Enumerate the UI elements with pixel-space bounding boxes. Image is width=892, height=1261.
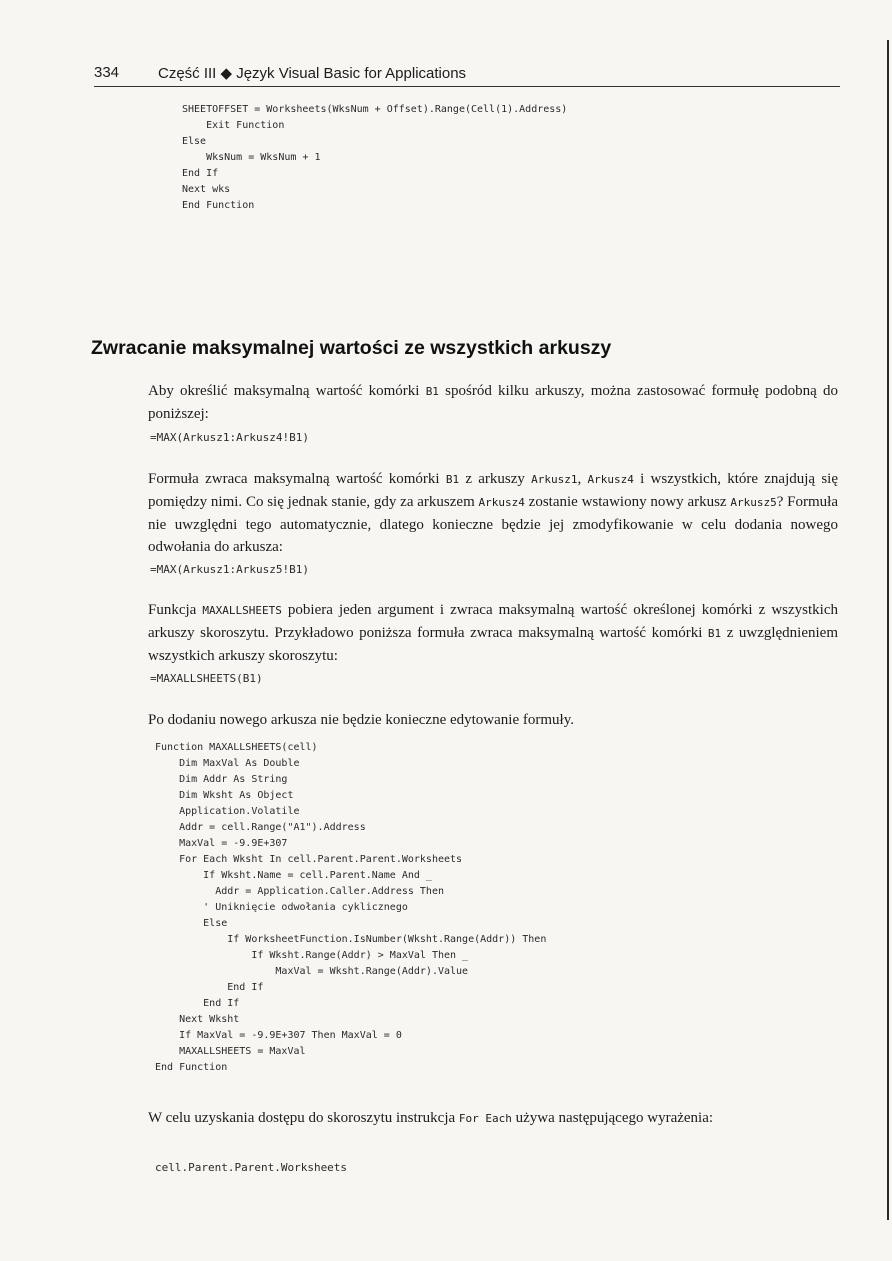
paragraph-4: Po dodaniu nowego arkusza nie będzie konieczne edytowanie formuły. — [148, 712, 574, 728]
running-head: Część III ◆ Język Visual Basic for Applications — [158, 65, 467, 82]
page-header — [94, 62, 840, 88]
paragraph-3: Funkcja MAXALLSHEETS pobiera jeden argument i zwraca maksymalną wartość określonej komórki z wszystkich arkuszy skoroszytu. Przykładowo poniższa formuła zwraca maksymalną wartość komórki B1 z uwzględnieniem wszystkich arkuszy skoroszytu: — [148, 602, 838, 664]
paragraph-2: Formuła zwraca maksymalną wartość komórki B1 z arkuszy Arkusz1, Arkusz4 i wszystkich, które znajdują się pomiędzy nimi. Co się jednak stanie, gdy za arkuszem Arkusz4 zostanie wstawiony nowy arkusz Arkusz5? Formuła nie uwzględni tego automatycznie, dlatego konieczne będzie jej zmodyfikowanie w celu dodania nowego odwołania do arkusza: — [148, 471, 838, 555]
paragraph-1: Aby określić maksymalną wartość komórki B1 spośród kilku arkuszy, można zastosować formułę podobną do poniższej: — [148, 383, 839, 422]
formula-3: =MAXALLSHEETS(B1) — [150, 672, 263, 685]
paragraph-5: W celu uzyskania dostępu do skoroszytu instrukcja For Each używa następującego wyrażenia: — [148, 1110, 714, 1126]
page-edge-rule — [887, 40, 889, 1220]
formula-2: =MAX(Arkusz1:Arkusz5!B1) — [150, 563, 309, 576]
page-number: 334 — [94, 64, 120, 81]
code-block-main: Function MAXALLSHEETS(cell) Dim MaxVal As Double Dim Addr As String Dim Wksht As Object Application.Volatile Addr = cell.Range("A1").Address MaxVal = -9.9E+307 For Each Wksht In cell.Parent.Parent.Worksheets If Wksht.Name = cell.Parent.Name And _ Addr = Application.Caller.Address Then ' Uniknięcie odwołania cyklicznego Else If WorksheetFunction.IsNumber(Wksht.Range(Addr)) Then If Wksht.Range(Addr) > MaxVal Then _ MaxVal = Wksht.Range(Addr).Value End If End If Next Wksht If MaxVal = -9.9E+307 Then MaxVal = 0 MAXALLSHEETS = MaxVal End Function — [155, 742, 547, 1073]
header-rule — [94, 86, 840, 87]
section-heading: Zwracanie maksymalnej wartości ze wszystkich arkuszy — [91, 337, 612, 359]
code-block-top: SHEETOFFSET = Worksheets(WksNum + Offset).Range(Cell(1).Address) Exit Function Else WksNum = WksNum + 1 End If Next wks End Function — [182, 104, 568, 211]
formula-1: =MAX(Arkusz1:Arkusz4!B1) — [150, 431, 309, 444]
formula-4: cell.Parent.Parent.Worksheets — [155, 1161, 348, 1174]
